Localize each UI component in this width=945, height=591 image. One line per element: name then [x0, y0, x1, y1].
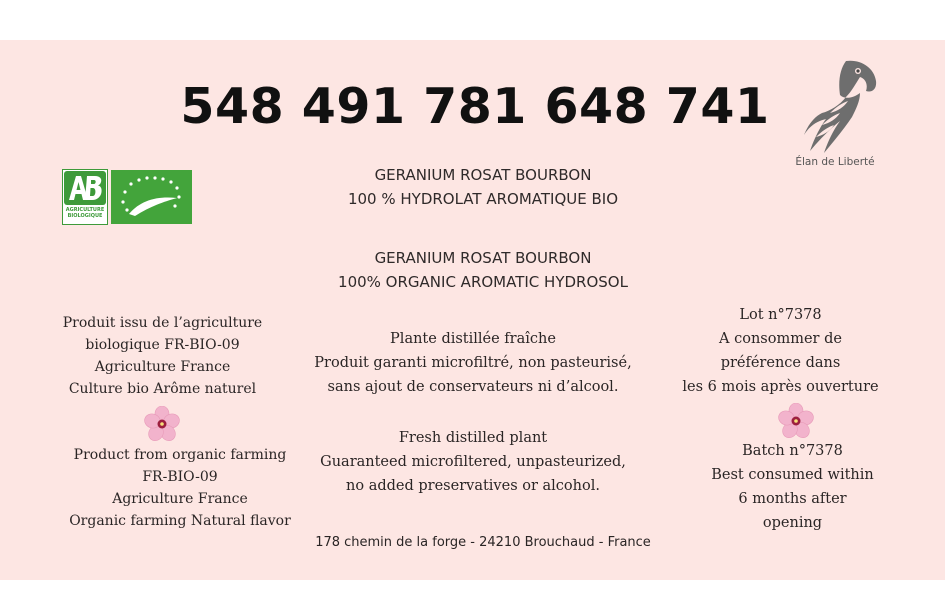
- left-fr-line: Agriculture France: [94, 359, 231, 375]
- title-fr: [283, 163, 683, 211]
- right-fr-block: [668, 303, 893, 399]
- right-fr-line: préférence dans: [720, 355, 841, 371]
- center-fr-line: sans ajout de conservateurs ni d’alcool.: [327, 379, 619, 395]
- center-fr-line: Produit garanti microfiltré, non pasteurisé,: [314, 355, 632, 371]
- hibiscus-flower-icon: [144, 406, 180, 442]
- right-fr-line: les 6 mois après ouverture: [682, 379, 879, 395]
- title-en-line2: 100% ORGANIC AROMATIC HYDROSOL: [338, 273, 628, 291]
- left-fr-line: biologique FR-BIO-09: [85, 337, 240, 353]
- left-en-line: Agriculture France: [112, 491, 248, 507]
- center-en-line: no added preservatives or alcohol.: [346, 478, 600, 494]
- center-fr-block: [283, 327, 663, 399]
- center-fr-line: Plante distillée fraîche: [390, 331, 556, 347]
- title-fr-line1: GERANIUM ROSAT BOURBON: [374, 166, 592, 184]
- ab-text-line2: BIOLOGIQUE: [67, 213, 103, 219]
- left-fr-block: [40, 312, 285, 400]
- title-fr-line2: 100 % HYDROLAT AROMATIQUE BIO: [347, 190, 619, 208]
- left-fr-line: Produit issu de l’agriculture: [62, 315, 263, 331]
- title-en-line1: GERANIUM ROSAT BOURBON: [374, 249, 592, 267]
- eu-organic-leaf-icon: [111, 170, 192, 224]
- left-en-line: Organic farming Natural flavor: [69, 513, 291, 529]
- right-en-line: Best consumed within: [711, 467, 874, 483]
- parrot-icon: [800, 55, 878, 155]
- ab-organic-logo-icon: [62, 169, 108, 225]
- left-fr-line: Culture bio Arôme naturel: [68, 381, 257, 397]
- center-en-line: Guaranteed microfiltered, unpasteurized,: [320, 454, 626, 470]
- right-fr-line: Lot n°7378: [739, 307, 822, 323]
- address: 178 chemin de la forge - 24210 Brouchaud - France: [315, 535, 651, 550]
- ab-letters-icon: [63, 170, 107, 206]
- label-number: 548 491 781 648 741: [180, 78, 770, 135]
- right-en-line: 6 months after: [738, 491, 847, 507]
- right-en-line: opening: [762, 515, 823, 531]
- ab-text-line1: AGRICULTURE: [65, 207, 105, 213]
- right-en-block: [680, 439, 905, 535]
- right-fr-line: A consommer de: [719, 331, 842, 347]
- center-en-line: Fresh distilled plant: [398, 430, 548, 446]
- right-en-line: Batch n°7378: [742, 443, 843, 459]
- left-en-line: FR-BIO-09: [142, 469, 218, 485]
- left-en-block: [55, 444, 305, 532]
- hibiscus-flower-icon: [778, 403, 814, 439]
- brand-name: Élan de Liberté: [795, 156, 875, 168]
- left-en-line: Product from organic farming: [73, 447, 287, 463]
- title-en: [283, 246, 683, 294]
- center-en-block: [283, 426, 663, 498]
